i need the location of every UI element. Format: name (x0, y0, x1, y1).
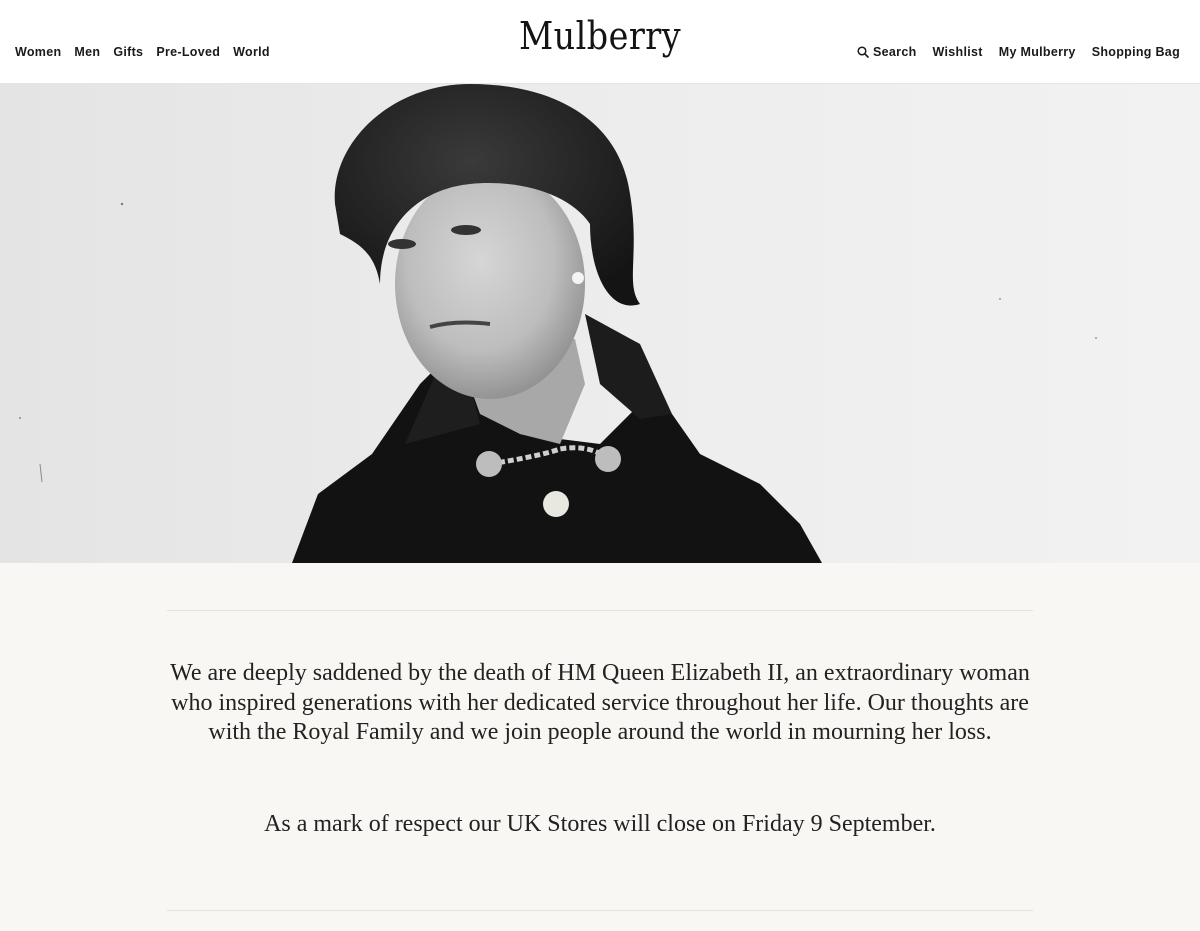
search-label: Search (873, 45, 917, 59)
hero-portrait-image (0, 84, 1200, 563)
mulberry-logo[interactable]: Mulberry (518, 14, 682, 58)
site-header (0, 0, 1200, 84)
nav-women[interactable]: Women (15, 45, 62, 59)
tribute-message: We are deeply saddened by the death of HM Queen Elizabeth II, an extraordinary woman who inspired generations with her dedicated service throughout her life. Our thoughts are with the Royal Family and we join people around the world in mourning her loss. (170, 660, 1030, 745)
search-icon (857, 46, 869, 58)
shopping-bag-link[interactable]: Shopping Bag (1091, 45, 1180, 59)
divider-top (167, 610, 1033, 611)
store-closure-notice: As a mark of respect our UK Stores will close on Friday 9 September. (264, 811, 936, 837)
nav-world[interactable]: World (233, 45, 270, 59)
tribute-section (0, 563, 1200, 931)
my-mulberry-link[interactable]: My Mulberry (998, 45, 1076, 59)
search-link[interactable] (857, 45, 917, 59)
nav-gifts[interactable]: Gifts (113, 45, 144, 59)
wishlist-link[interactable]: Wishlist (932, 45, 983, 59)
nav-pre-loved[interactable]: Pre-Loved (156, 45, 221, 59)
nav-men[interactable]: Men (74, 45, 101, 59)
divider-bottom (167, 910, 1033, 911)
utility-nav (857, 45, 1180, 59)
